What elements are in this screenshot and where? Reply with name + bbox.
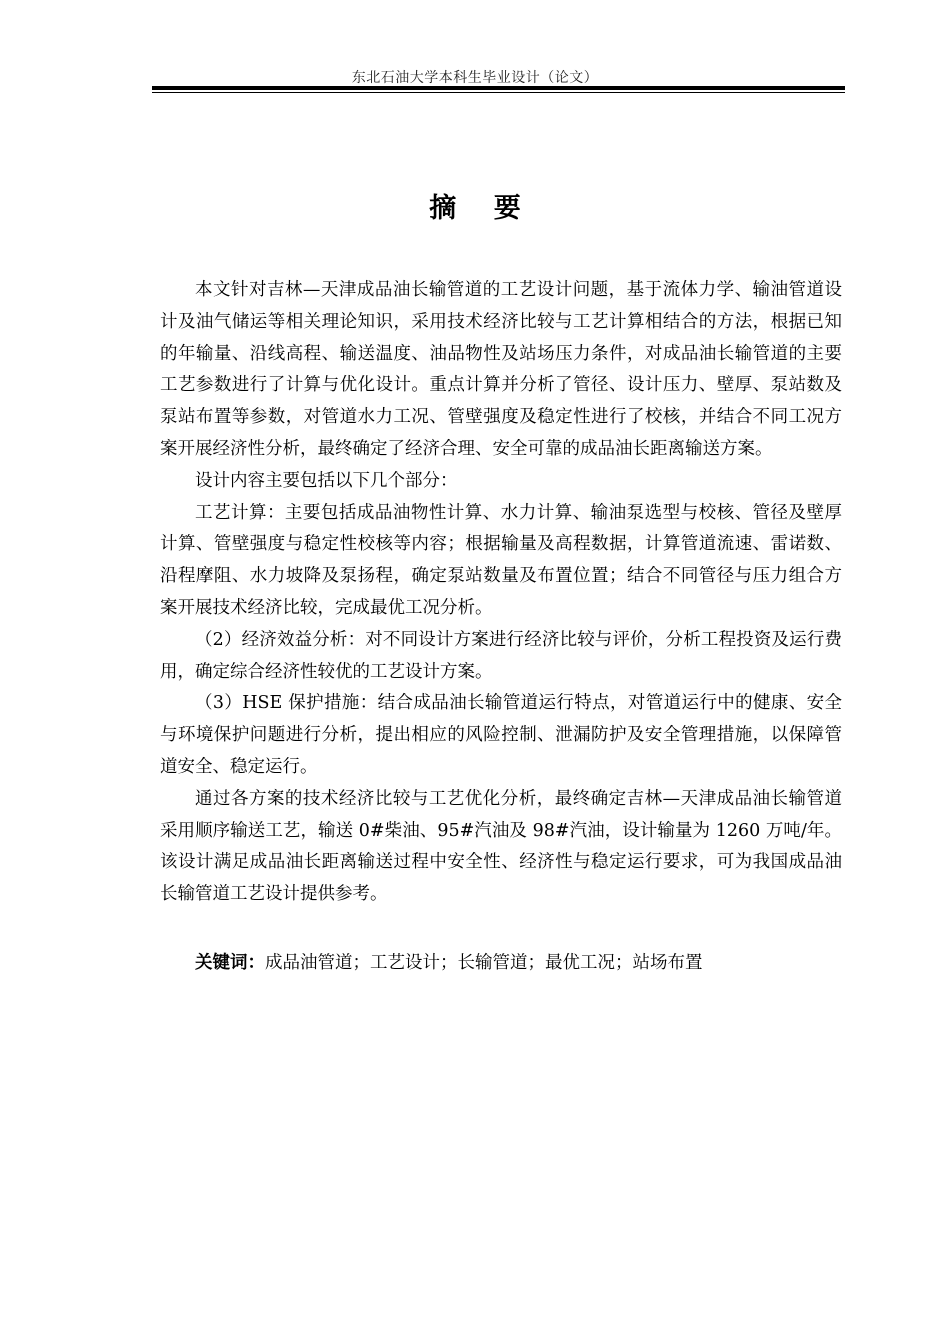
abstract-paragraph-hse-measures: （3）HSE 保护措施：结合成品油长输管道运行特点，对管道运行中的健康、安全与环境保护问题进行分析，提出相应的风险控制、泄漏防护及安全管理措施，以保障管道安全、稳定运行。 <box>160 693 842 777</box>
abstract-paragraph-contents-lead: 设计内容主要包括以下几个部分： <box>195 470 458 491</box>
keywords-text: 成品油管道；工艺设计；长输管道；最优工况；站场布置 <box>265 953 703 973</box>
header-rule-thin <box>152 92 845 93</box>
keywords-line <box>195 948 703 980</box>
running-header: 东北石油大学本科生毕业设计（论文） <box>351 70 599 86</box>
keywords-label: 关键词： <box>195 953 265 973</box>
abstract-paragraph-conclusion: 通过各方案的技术经济比较与工艺优化分析，最终确定吉林—天津成品油长输管道采用顺序输送工艺，输送 0#柴油、95#汽油及 98#汽油，设计输量为 1260 万吨/年。该设计满足成品油长距离输送过程中安全性、经济性与稳定运行要求，可为我国成品油长输管道工艺设计提供参考。 <box>160 788 842 905</box>
abstract-paragraph-economic-analysis: （2）经济效益分析：对不同设计方案进行经济比较与评价，分析工程投资及运行费用，确定综合经济性较优的工艺设计方案。 <box>160 629 842 682</box>
page-title: 摘 要 <box>429 193 535 224</box>
header-rule-thick <box>152 86 845 90</box>
abstract-body <box>160 275 842 911</box>
abstract-paragraph-intro: 本文针对吉林—天津成品油长输管道的工艺设计问题，基于流体力学、输油管道设计及油气储运等相关理论知识，采用技术经济比较与工艺计算相结合的方法，根据已知的年输量、沿线高程、输送温度、油品物性及站场压力条件，对成品油长输管道的主要工艺参数进行了计算与优化设计。重点计算并分析了管径、设计压力、壁厚、泵站数及泵站布置等参数，对管道水力工况、管壁强度及稳定性进行了校核，并结合不同工况方案开展经济性分析，最终确定了经济合理、安全可靠的成品油长距离输送方案。 <box>160 280 842 459</box>
abstract-paragraph-process-calculation: 工艺计算：主要包括成品油物性计算、水力计算、输油泵选型与校核、管径及壁厚计算、管壁强度与稳定性校核等内容；根据输量及高程数据，计算管道流速、雷诺数、沿程摩阻、水力坡降及泵扬程，确定泵站数量及布置位置；结合不同管径与压力组合方案开展技术经济比较，完成最优工况分析。 <box>160 502 842 618</box>
